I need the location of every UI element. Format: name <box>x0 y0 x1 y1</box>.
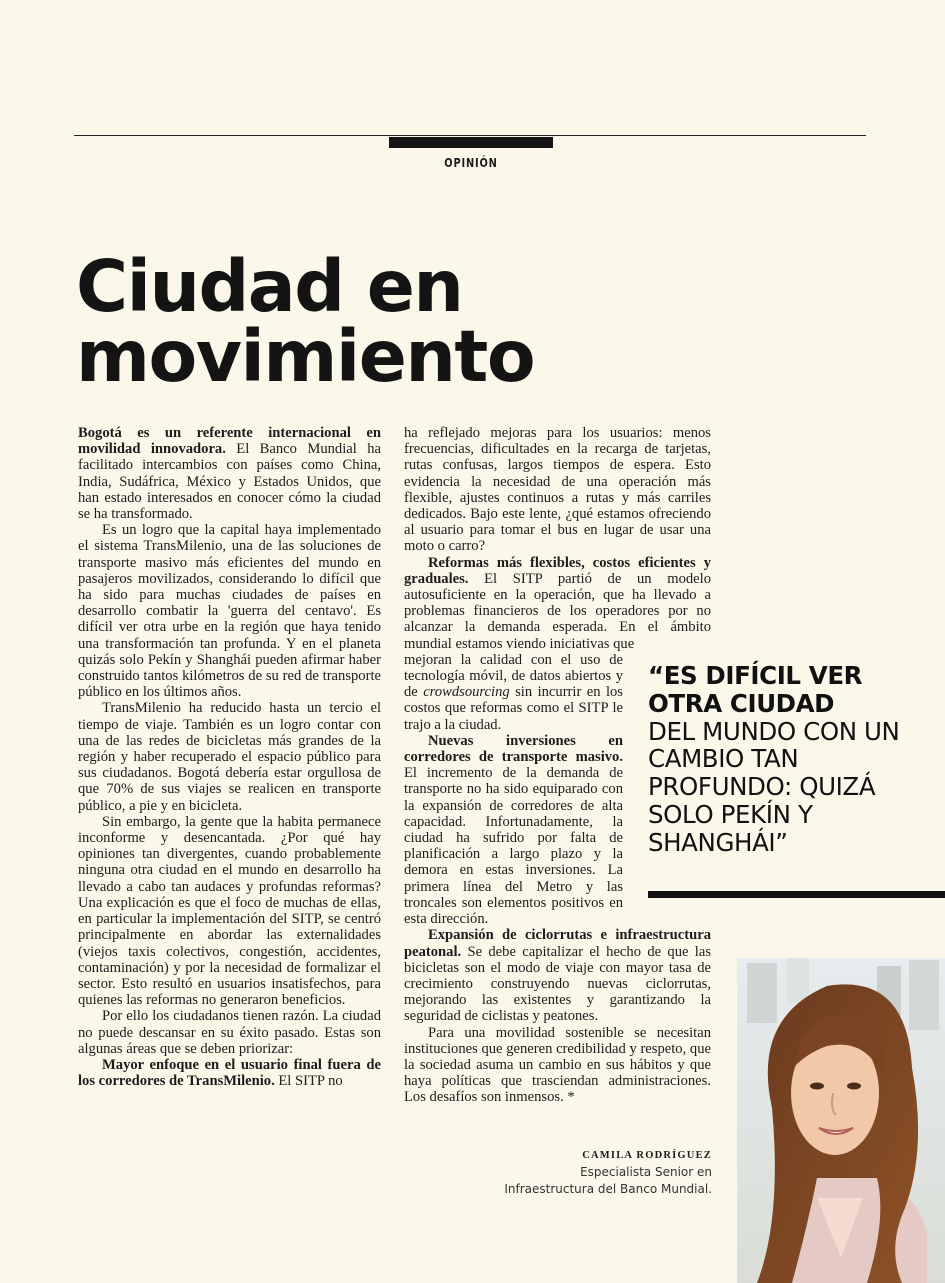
pull-quote-text: DEL MUNDO CON UN CAMBIO TAN PROFUNDO: QUIZÁ SOLO PEKÍN Y SHANGHÁI” <box>648 716 900 857</box>
subhead: Reformas más flexibles, costos eficientes y graduales. <box>404 554 711 587</box>
paragraph: Por ello los ciudadanos tienen razón. La ciudad no puede descansar en su éxito pasado. Estas son algunas áreas que se deben priorizar: <box>78 1008 381 1057</box>
paragraph <box>78 1057 381 1089</box>
paragraph-text: El incremento de la demanda de transporte no ha sido equiparado con la expansión de corredores de alta capacidad. Infortunadamente, la ciudad ha sufrido por falta de planificación a largo plazo y la demora en estas inversiones. La primera línea del Metro y las troncales son elementos positivos en esta dirección. <box>404 765 623 928</box>
paragraph-text: mejoran la calidad con el uso de tecnología móvil, de datos abiertos y de <box>404 651 623 701</box>
paragraph-text: sin incurrir en los costos que reformas como el SITP le trajo a la ciudad. <box>404 684 623 733</box>
subhead: infraestructura peatonal. <box>404 927 711 960</box>
author-name: CAMILA RODRÍGUEZ <box>582 1150 712 1161</box>
italic-term: crowdsourcing <box>423 684 510 701</box>
paragraph-text: El SITP no <box>274 1073 343 1090</box>
pull-quote-strong: “ES DIFÍCIL VER OTRA CIUDAD <box>648 661 863 718</box>
headline-line-1: Ciudad en <box>76 245 463 328</box>
section-label: OPINIÓN <box>444 156 498 170</box>
subhead: Expansión de ciclorrutas e <box>428 927 608 944</box>
author-portrait <box>737 958 945 1283</box>
paragraph <box>404 927 711 1024</box>
author-portrait-illustration <box>737 958 945 1283</box>
paragraph-text: Se debe capitalizar el hecho de que las bicicletas son el modo de viaje con mayor tasa de crecimiento construyendo nuevas ciclorrutas, mejorando las existentes y garantizando la seguridad de ciclistas y peatones. <box>404 943 711 1025</box>
lead-in: Bogotá es un referente internacional en movilidad innovadora. <box>78 425 381 458</box>
paragraph: TransMilenio ha reducido hasta un tercio el tiempo de viaje. También es un logro contar con una de las redes de bicicletas más grandes de la región y haber recuperado el espacio público para sus ciudadanos. Bogotá debería estar orgullosa de que 70% de sus viajes se realicen en transporte público, a pie y en bicicleta. <box>78 700 381 814</box>
section-rule-block <box>389 137 553 148</box>
article-headline <box>76 245 636 398</box>
subhead: Mayor enfoque en el usuario final fuera de los corredores de TransMilenio. <box>78 1056 381 1090</box>
pull-quote <box>648 662 933 857</box>
paragraph: ha reflejado mejoras para los usuarios: menos frecuencias, dificultades en la recarga de tarjetas, rutas confusas, largos tiempos de espera. Esto evidencia la necesidad de una operación más flexible, ajustes continuos a rutas y más carriles dedicados. Bajo este lente, ¿qué estamos ofreciendo al usuario para tomar el bus en lugar de usar una moto o carro? <box>404 425 711 555</box>
paragraph-text: El SITP partió de un modelo autosuficiente en la operación, que ha llevado a problemas financieros de los operadores por no alcanzar la demanda esperada. En el ámbito mundial estamos viendo iniciativas que <box>404 570 711 652</box>
pull-quote-rule <box>648 891 945 898</box>
paragraph <box>404 652 623 733</box>
paragraph: Sin embargo, la gente que la habita permanece inconforme y desencantada. ¿Por qué hay opiniones tan divergentes, cuando probablemente ninguna otra ciudad en el mundo en desarrollo ha llevado a cabo tan audaces y profundas reformas? Una explicación es que el foco de muchas de ellas, en particular la implementación del SITP, se centró principalmente en abordar las externalidades (viejos taxis colectivos, congestión, accidentes, contaminación) y por la necesidad de formalizar el sector. Esto resultó en usuarios insatisfechos, para quienes las reformas no generaron beneficios. <box>78 813 381 1009</box>
paragraph: Es un logro que la capital haya implementado el sistema TransMilenio, una de las soluciones de transporte masivo más eficientes del mundo en pasajeros movilizados, considerando lo difícil que ha sido para muchas ciudades de países en desarrollo combatir la 'guerra del centavo'. Es difícil ver otra urbe en la región que haya tenido una transformación tan profunda. Y en el planeta quizás solo Pekín y Shanghái pueden afirmar haber construido tantos kilómetros de su red de transporte público en los últimos años. <box>78 522 381 701</box>
headline-line-2: movimiento <box>76 315 535 398</box>
narrow-text-block <box>404 652 623 927</box>
paragraph: Para una movilidad sostenible se necesitan instituciones que generen credibilidad y respeto, que la sociedad asuma un cambio en sus hábitos y que haya políticas que trasciendan administraciones. Los desafíos son inmensos. * <box>404 1024 711 1106</box>
article-column-1 <box>78 425 381 1089</box>
paragraph-text: El Banco Mundial ha facilitado intercambios con países como China, India, Sudáfrica, México y Estados Unidos, que han estado interesados en conocer cómo la ciudad se ha transformado. <box>78 441 381 523</box>
subhead: Nuevas inversiones en corredores de transporte masivo. <box>404 732 623 766</box>
author-role-line-2: Infraestructura del Banco Mundial. <box>504 1182 712 1196</box>
author-role-line-1: Especialista Senior en <box>580 1165 712 1179</box>
paragraph <box>404 733 623 927</box>
paragraph <box>78 425 381 522</box>
paragraph <box>404 555 711 652</box>
section-top-rule <box>74 135 866 136</box>
